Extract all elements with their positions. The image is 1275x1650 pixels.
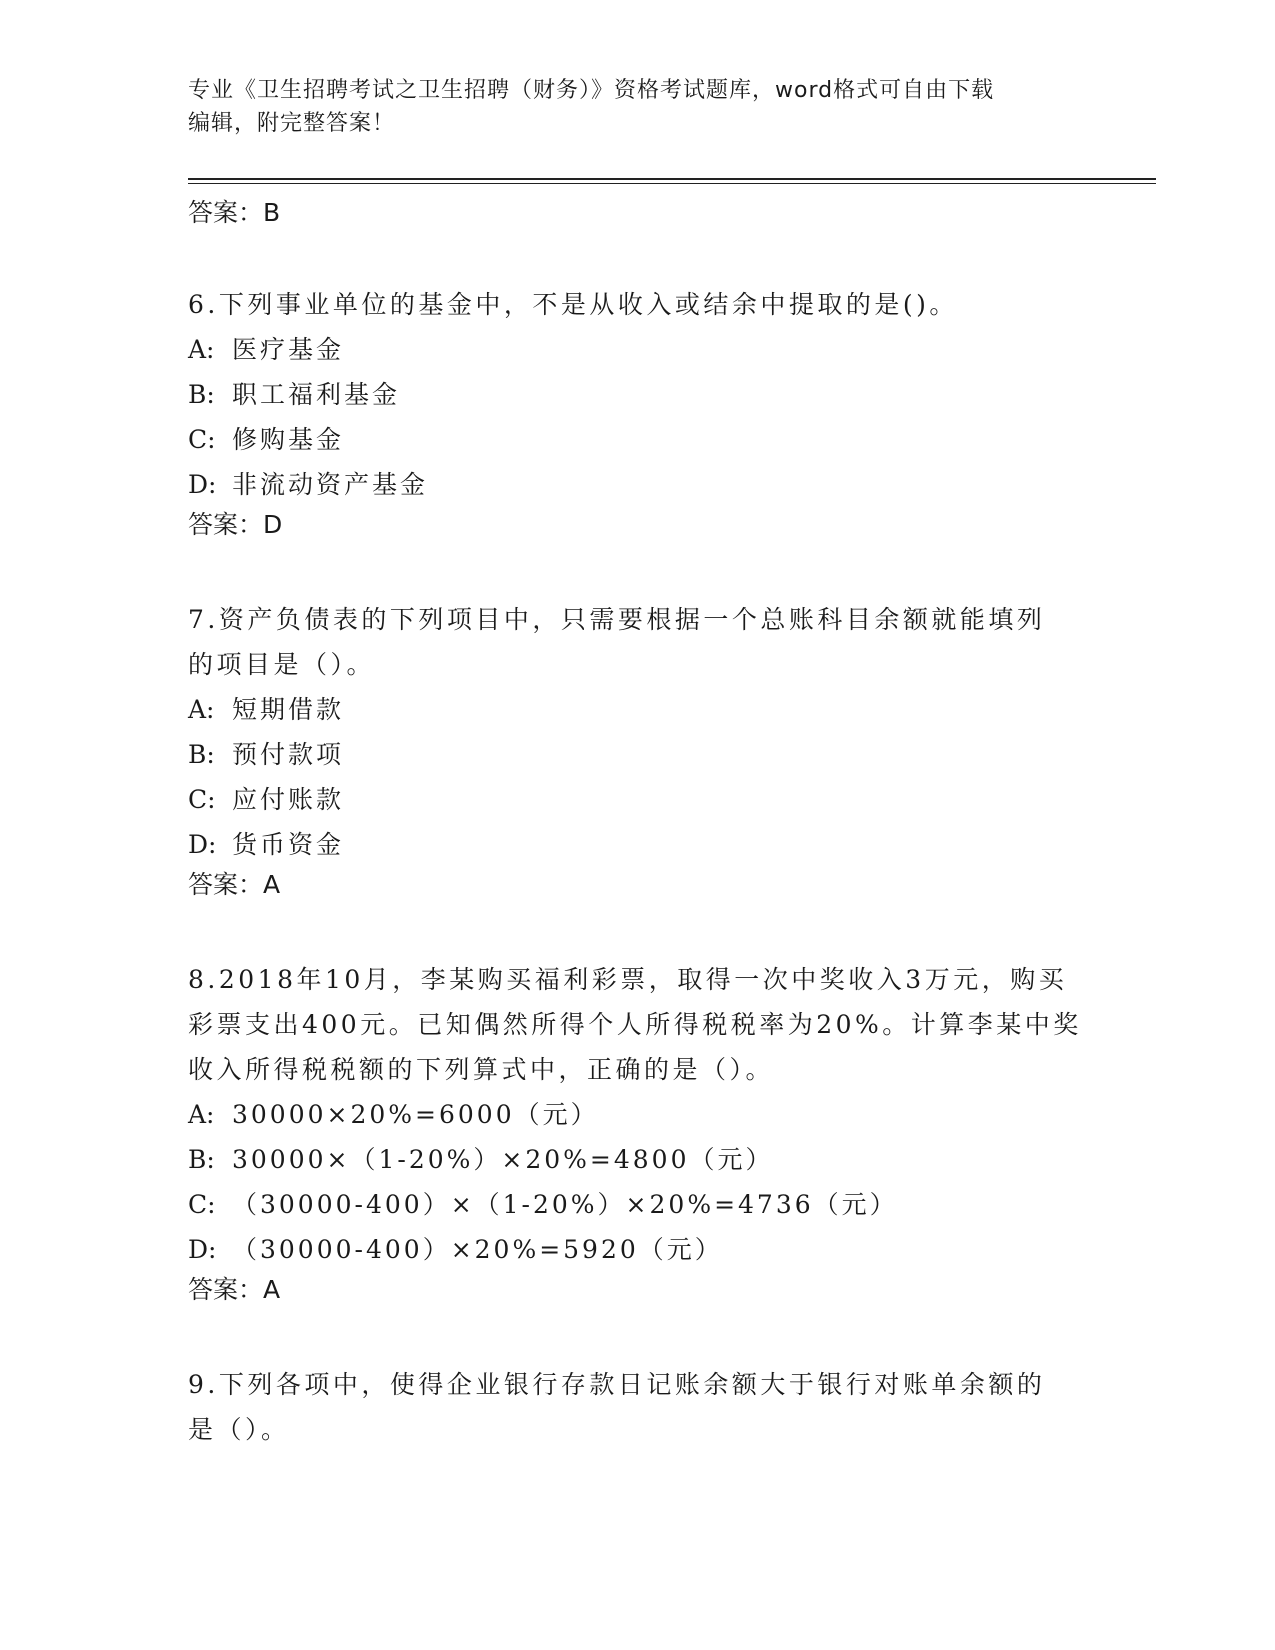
option-item — [188, 732, 1088, 777]
option-letter: D: — [188, 470, 217, 499]
option-letter: B: — [188, 1145, 215, 1174]
question-text: 8.2018年10月，李某购买福利彩票，取得一次中奖收入3万元，购买 — [188, 965, 1068, 994]
option-text: （30000-400）×（1-20%）×20%=4736（元） — [232, 1190, 898, 1219]
option-text: 应付账款 — [232, 785, 345, 814]
question-text: 的项目是（）。 — [188, 650, 376, 679]
question-text: 9.下列各项中，使得企业银行存款日记账余额大于银行对账单余额的 — [188, 1370, 1046, 1399]
option-item — [188, 822, 1088, 867]
option-item — [188, 687, 1088, 732]
option-text: （30000-400）×20%=5920（元） — [232, 1235, 723, 1264]
option-letter: A: — [188, 335, 215, 364]
header-divider-thin — [188, 183, 1156, 184]
answer-line: 答案：A — [188, 1275, 281, 1304]
option-item — [188, 417, 1088, 462]
question-text: 6.下列事业单位的基金中，不是从收入或结余中提取的是()。 — [188, 290, 958, 319]
option-letter: C: — [188, 1190, 216, 1219]
option-letter: A: — [188, 695, 215, 724]
option-text: 职工福利基金 — [232, 380, 401, 409]
option-letter: A: — [188, 1100, 215, 1129]
question-text: 彩票支出400元。已知偶然所得个人所得税税率为20%。计算李某中奖 — [188, 1010, 1082, 1039]
option-text: 医疗基金 — [232, 335, 345, 364]
option-list — [188, 687, 1088, 867]
document-body — [188, 192, 1088, 1452]
answer-line: 答案：B — [188, 198, 281, 227]
question-block — [188, 282, 1088, 543]
option-item — [188, 777, 1088, 822]
header-divider-thick — [188, 178, 1156, 180]
question-text: 收入所得税税额的下列算式中，正确的是（）。 — [188, 1055, 775, 1084]
document-header — [188, 74, 1088, 140]
question-block — [188, 957, 1088, 1308]
option-text: 短期借款 — [232, 695, 345, 724]
question-block — [188, 597, 1088, 903]
question-text: 是（）。 — [188, 1415, 290, 1444]
answer-line: 答案：A — [188, 870, 281, 899]
option-text: 非流动资产基金 — [232, 470, 429, 499]
option-letter: D: — [188, 1235, 217, 1264]
option-list — [188, 1092, 1088, 1272]
option-letter: D: — [188, 830, 217, 859]
option-item — [188, 327, 1088, 372]
question-block — [188, 1362, 1088, 1452]
option-text: 预付款项 — [232, 740, 345, 769]
option-item — [188, 462, 1088, 507]
option-list — [188, 327, 1088, 507]
question-text: 7.资产负债表的下列项目中，只需要根据一个总账科目余额就能填列 — [188, 605, 1046, 634]
option-item — [188, 1092, 1088, 1137]
option-item — [188, 1137, 1088, 1182]
option-letter: C: — [188, 425, 216, 454]
header-line-2: 编辑，附完整答案！ — [188, 111, 396, 136]
option-text: 货币资金 — [232, 830, 345, 859]
option-letter: C: — [188, 785, 216, 814]
option-text: 修购基金 — [232, 425, 345, 454]
option-letter: B: — [188, 740, 215, 769]
option-item — [188, 1227, 1088, 1272]
option-item — [188, 1182, 1088, 1227]
option-text: 30000×（1-20%）×20%=4800（元） — [232, 1145, 774, 1174]
option-text: 30000×20%=6000（元） — [232, 1100, 599, 1129]
question-list — [188, 282, 1088, 1452]
answer-line: 答案：D — [188, 510, 283, 539]
header-line-1: 专业《卫生招聘考试之卫生招聘（财务）》资格考试题库，word格式可自由下载 — [188, 78, 995, 103]
option-letter: B: — [188, 380, 215, 409]
option-item — [188, 372, 1088, 417]
